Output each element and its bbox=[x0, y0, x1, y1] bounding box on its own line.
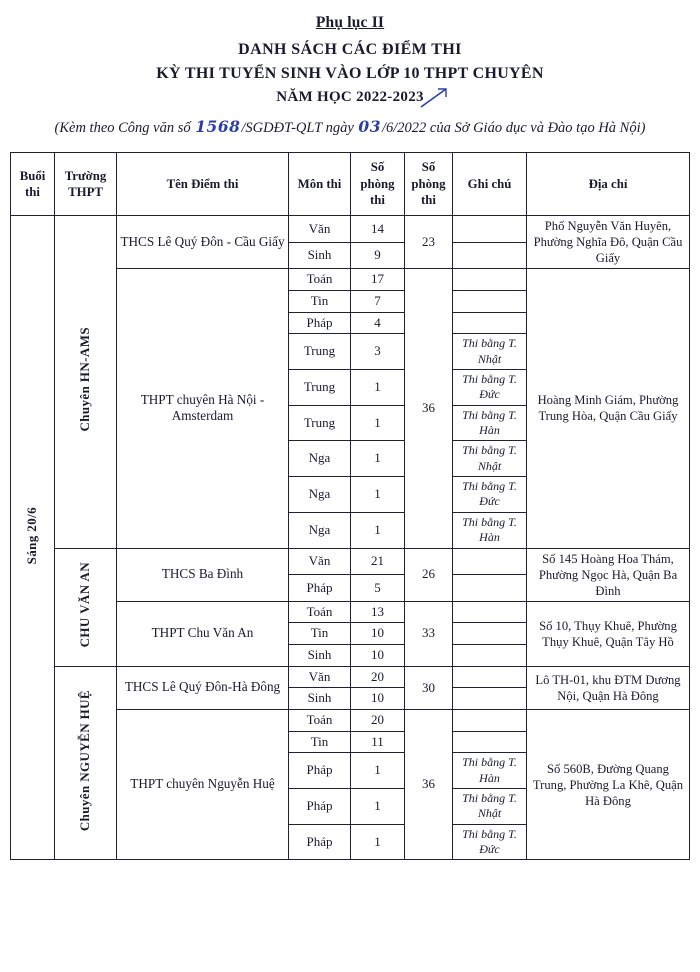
document-title-line-3-wrap bbox=[276, 89, 424, 106]
rooms-cell: 21 bbox=[351, 548, 405, 575]
rooms-cell: 11 bbox=[351, 731, 405, 753]
venue-cell: THCS Lê Quý Đôn - Cầu Giấy bbox=[117, 216, 289, 269]
address-cell: Số 10, Thụy Khuê, Phường Thụy Khuê, Quận Tây Hồ bbox=[527, 601, 690, 666]
rooms-cell: 3 bbox=[351, 334, 405, 370]
total-rooms-cell: 36 bbox=[405, 269, 453, 548]
venue-cell: THPT chuyên Nguyễn Huệ bbox=[117, 709, 289, 859]
note-cell bbox=[453, 623, 527, 645]
note-cell bbox=[453, 645, 527, 667]
rooms-cell: 1 bbox=[351, 369, 405, 405]
subject-cell: Trung bbox=[289, 405, 351, 441]
rooms-cell: 10 bbox=[351, 645, 405, 667]
rooms-cell: 9 bbox=[351, 242, 405, 269]
document-subtitle bbox=[10, 116, 690, 139]
appendix-label: Phụ lục II bbox=[315, 14, 385, 31]
note-cell bbox=[453, 242, 527, 269]
table-row bbox=[11, 216, 690, 243]
address-cell: Phố Nguyễn Văn Huyên, Phường Nghĩa Đô, Quận Cầu Giấy bbox=[527, 216, 690, 269]
subtitle-text-1: (Kèm theo Công văn số bbox=[54, 120, 195, 136]
subject-cell: Tin bbox=[289, 623, 351, 645]
column-header-note: Ghi chú bbox=[453, 153, 527, 216]
subject-cell: Pháp bbox=[289, 575, 351, 602]
rooms-cell: 10 bbox=[351, 688, 405, 710]
total-rooms-cell: 23 bbox=[405, 216, 453, 269]
handwritten-day: 03 bbox=[358, 117, 381, 136]
rooms-cell: 1 bbox=[351, 512, 405, 548]
school-label: Chuyên NGUYỄN HUỆ bbox=[77, 690, 93, 832]
subject-cell: Văn bbox=[289, 216, 351, 243]
subject-cell: Trung bbox=[289, 369, 351, 405]
subject-cell: Sinh bbox=[289, 242, 351, 269]
subject-cell: Pháp bbox=[289, 753, 351, 789]
document-title-line-3: NĂM HỌC 2022-2023 bbox=[276, 89, 424, 105]
rooms-cell: 13 bbox=[351, 601, 405, 623]
note-cell bbox=[453, 688, 527, 710]
column-header-school: Trường THPT bbox=[55, 153, 117, 216]
rooms-cell: 1 bbox=[351, 405, 405, 441]
column-header-rooms: Số phòng thi bbox=[351, 153, 405, 216]
subject-cell: Toán bbox=[289, 269, 351, 291]
rooms-cell: 10 bbox=[351, 623, 405, 645]
subject-cell: Toán bbox=[289, 601, 351, 623]
venue-cell: THPT chuyên Hà Nội - Amsterdam bbox=[117, 269, 289, 548]
address-cell: Số 560B, Đường Quang Trung, Phường La Khê, Quận Hà Đông bbox=[527, 709, 690, 859]
venue-cell: THCS Lê Quý Đôn-Hà Đông bbox=[117, 666, 289, 709]
document-title-line-2: KỲ THI TUYỂN SINH VÀO LỚP 10 THPT CHUYÊN bbox=[156, 65, 544, 82]
subject-cell: Nga bbox=[289, 512, 351, 548]
note-cell bbox=[453, 709, 527, 731]
session-label: Sáng 20/6 bbox=[24, 506, 40, 565]
subject-cell: Tin bbox=[289, 290, 351, 312]
school-cell bbox=[55, 548, 117, 666]
note-cell: Thi bằng T. Hàn bbox=[453, 405, 527, 441]
column-header-total-rooms: Số phòng thi bbox=[405, 153, 453, 216]
document-title-line-1: DANH SÁCH CÁC ĐIỂM THI bbox=[238, 41, 462, 58]
subject-cell: Toán bbox=[289, 709, 351, 731]
address-cell: Số 145 Hoàng Hoa Thám, Phường Ngọc Hà, Quận Ba Đình bbox=[527, 548, 690, 601]
rooms-cell: 7 bbox=[351, 290, 405, 312]
note-cell: Thi bằng T. Nhật bbox=[453, 788, 527, 824]
note-cell bbox=[453, 575, 527, 602]
school-label: Chuyên HN-AMS bbox=[77, 327, 93, 432]
subject-cell: Pháp bbox=[289, 312, 351, 334]
rooms-cell: 1 bbox=[351, 441, 405, 477]
column-header-subject: Môn thi bbox=[289, 153, 351, 216]
note-cell bbox=[453, 548, 527, 575]
note-cell bbox=[453, 601, 527, 623]
note-cell bbox=[453, 269, 527, 291]
note-cell bbox=[453, 290, 527, 312]
exam-venues-table bbox=[10, 152, 690, 860]
note-cell: Thi bằng T. Đức bbox=[453, 369, 527, 405]
subject-cell: Văn bbox=[289, 548, 351, 575]
rooms-cell: 20 bbox=[351, 709, 405, 731]
note-cell bbox=[453, 216, 527, 243]
document-header bbox=[10, 14, 690, 139]
subject-cell: Văn bbox=[289, 666, 351, 688]
school-cell bbox=[55, 666, 117, 860]
subject-cell: Sinh bbox=[289, 645, 351, 667]
note-cell: Thi bằng T. Hàn bbox=[453, 512, 527, 548]
school-cell bbox=[55, 216, 117, 549]
table-body bbox=[11, 216, 690, 860]
rooms-cell: 1 bbox=[351, 824, 405, 860]
subject-cell: Pháp bbox=[289, 824, 351, 860]
note-cell: Thi bằng T. Đức bbox=[453, 824, 527, 860]
note-cell: Thi bằng T. Nhật bbox=[453, 334, 527, 370]
subject-cell: Sinh bbox=[289, 688, 351, 710]
rooms-cell: 1 bbox=[351, 753, 405, 789]
note-cell: Thi bằng T. Đức bbox=[453, 477, 527, 513]
column-header-venue: Tên Điểm thi bbox=[117, 153, 289, 216]
address-cell: Lô TH-01, khu ĐTM Dương Nội, Quận Hà Đông bbox=[527, 666, 690, 709]
column-header-session: Buổi thi bbox=[11, 153, 55, 216]
rooms-cell: 5 bbox=[351, 575, 405, 602]
school-label: CHU VĂN AN bbox=[77, 562, 93, 648]
address-cell: Hoàng Minh Giám, Phường Trung Hòa, Quận Cầu Giấy bbox=[527, 269, 690, 548]
rooms-cell: 1 bbox=[351, 788, 405, 824]
subject-cell: Trung bbox=[289, 334, 351, 370]
note-cell: Thi bằng T. Hàn bbox=[453, 753, 527, 789]
subtitle-text-3: /6/2022 của Sở Giáo dục và Đào tạo Hà Nội) bbox=[381, 120, 646, 136]
subject-cell: Tin bbox=[289, 731, 351, 753]
total-rooms-cell: 30 bbox=[405, 666, 453, 709]
subject-cell: Nga bbox=[289, 441, 351, 477]
subject-cell: Nga bbox=[289, 477, 351, 513]
rooms-cell: 20 bbox=[351, 666, 405, 688]
venue-cell: THPT Chu Văn An bbox=[117, 601, 289, 666]
column-header-address: Địa chỉ bbox=[527, 153, 690, 216]
note-cell bbox=[453, 666, 527, 688]
rooms-cell: 1 bbox=[351, 477, 405, 513]
rooms-cell: 14 bbox=[351, 216, 405, 243]
table-header-row bbox=[11, 153, 690, 216]
table-row bbox=[11, 548, 690, 575]
venue-cell: THCS Ba Đình bbox=[117, 548, 289, 601]
session-cell bbox=[11, 216, 55, 860]
rooms-cell: 4 bbox=[351, 312, 405, 334]
total-rooms-cell: 36 bbox=[405, 709, 453, 859]
note-cell bbox=[453, 312, 527, 334]
subject-cell: Pháp bbox=[289, 788, 351, 824]
subtitle-text-2: /SGDĐT-QLT ngày bbox=[241, 120, 358, 136]
note-cell: Thi bằng T. Nhật bbox=[453, 441, 527, 477]
total-rooms-cell: 33 bbox=[405, 601, 453, 666]
handwritten-doc-number: 1568 bbox=[195, 117, 241, 136]
note-cell bbox=[453, 731, 527, 753]
table-row bbox=[11, 666, 690, 688]
total-rooms-cell: 26 bbox=[405, 548, 453, 601]
rooms-cell: 17 bbox=[351, 269, 405, 291]
